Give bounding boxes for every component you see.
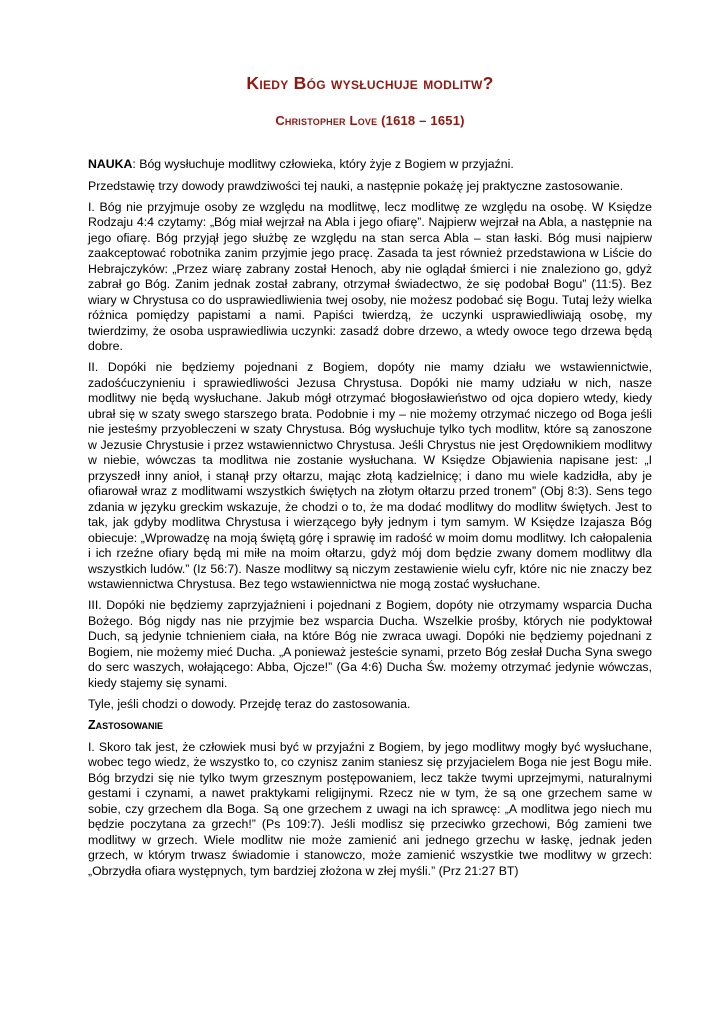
point-3-paragraph: III. Dopóki nie będziemy zaprzyjaźnieni i pojednani z Bogiem, dopóty nie otrzymamy wsparcia Ducha Bożego. Bóg nigdy nas nie przyjmie bez wsparcia Ducha. Wszelkie prośby, których nie podyktował Duch, są jedynie tchnieniem ciała, na które Bóg nie zwraca uwagi. Dopóki nie będziemy pojednani z Bogiem, nie możemy mieć Ducha. „A ponieważ jesteście synami, przeto Bóg zesłał Ducha Syna swego do serc waszych, wołającego: Abba, Ojcze!” (Ga 4:6) Ducha Św. możemy otrzymać jedynie wówczas, kiedy stajemy się synami. <box>88 598 652 690</box>
point-1-paragraph: I. Bóg nie przyjmuje osoby ze względu na modlitwę, lecz modlitwę ze względu na osobę. W Księdze Rodzaju 4:4 czytamy: „Bóg miał wejrzał na Abla i jego ofiarę”. Najpierw wejrzał na Abla, a następnie na jego ofiarę. Bóg przyjął jego służbę ze względu na stan serca Abla – stan łaski. Bóg musi najpierw zaakceptować robotnika zanim przyjmie jego pracę. Zasada ta jest również przedstawiona w Liście do Hebrajczyków: „Przez wiarę zabrany został Henoch, aby nie oglądał śmierci i nie znaleziono go, gdyż zabrał go Bóg. Zanim jednak został zabrany, otrzymał świadectwo, że się podobał Bogu” (11:5). Bez wiary w Chrystusa co do usprawiedliwienia twej osoby, nie możesz podobać się Bogu. Tutaj leży wielka różnica pomiędzy papistami a nami. Papiści twierdzą, że uczynki usprawiedliwiają osobę, my twierdzimy, że osoba usprawiedliwia uczynki: zasadź dobre drzewo, a wtedy owoce tego drzewa będą dobre. <box>88 199 652 353</box>
transition-paragraph: Tyle, jeśli chodzi o dowody. Przejdę teraz do zastosowania. <box>88 696 411 711</box>
application-heading: Zastosowanie <box>88 718 163 732</box>
nauka-text: : Bóg wysłuchuje modlitwy człowieka, który żyje z Bogiem w przyjaźni. <box>132 157 514 171</box>
application-1-paragraph: I. Skoro tak jest, że człowiek musi być w przyjaźni z Bogiem, by jego modlitwy mogły być wysłuchane, wobec tego wiedz, że wszystko to, co czynisz zanim staniesz się przyjacielem Boga nie jest Bogu miłe. Bóg brzydzi się nie tylko twym grzesznym postępowaniem, lecz także twymi uprzejmymi, naturalnymi gestami i czynami, a nawet praktykami religijnymi. Rzecz nie w tym, że są one grzechem same w sobie, czy grzechem dla Boga. Są one grzechem z uwagi na ich sprawcę: „A modlitwa jego niech mu będzie poczytana za grzech!” (Ps 109:7). Jeśli modlisz się przeciwko grzechowi, Bóg zamieni twe modlitwy w grzech. Wiele modlitw nie może zamienić ani jednego grzechu w łaskę, jednak jeden grzech, w którym trwasz świadomie i stanowczo, może zamienić wszystkie twe modlitwy w grzech: „Obrzydła ofiara występnych, tym bardziej złożona w złej myśli.” (Prz 21:27 BT) <box>88 739 652 878</box>
document-title: Kiedy Bóg wysłuchuje modlitw? <box>246 73 494 93</box>
nauka-label: NAUKA <box>88 157 133 171</box>
nauka-paragraph <box>88 157 652 173</box>
document-author: Christopher Love (1618 – 1651) <box>275 113 465 128</box>
point-2-paragraph: II. Dopóki nie będziemy pojednani z Bogiem, dopóty nie mamy działu we wstawiennictwie, zadośćuczynieniu i sprawiedliwości Jezusa Chrystusa. Dopóki nie mamy udziału w nich, nasze modlitwy nie będą wysłuchane. Jakub mógł otrzymać błogosławieństwo od ojca dopiero wtedy, kiedy ubrał się w szaty swego starszego brata. Podobnie i my – nie możemy otrzymać niczego od Boga jeśli nie jesteśmy przyobleczeni w szaty Chrystusa. Bóg wysłuchuje tylko tych modlitw, które są zanoszone w Jezusie Chrystusie i przez wstawiennictwo Chrystusa. Jeśli Chrystus nie jest Orędownikiem modlitwy w niebie, wówczas ta modlitwa nie zostanie wysłuchana. W Księdze Objawienia napisane jest: „I przyszedł inny anioł, i stanął przy ołtarzu, mając złotą kadzielnicę; i dano mu wiele kadzidła, aby je ofiarował wraz z modlitwami wszystkich świętych na złotym ołtarzu przed tronem” (Obj 8:3). Sens tego zdania w języku greckim wskazuje, że chodzi o to, że ma dodać modlitwy do modlitw świętych. Jest to tak, jak gdyby modlitwa Chrystusa i wierzącego były jednym i tym samym. W Księdze Izajasza Bóg obiecuje: „Wprowadzę na moją świętą górę i sprawię im radość w moim domu modlitwy. Ich całopalenia i ich rzeźne ofiary będą mi miłe na moim ołtarzu, gdyż mój dom będzie zwany domem modlitwy dla wszystkich ludów.” (Iz 56:7). Nasze modlitwy są niczym zestawienie wielu cyfr, które nic nie znaczy bez wstawiennictwa Chrystusa. Bez tego wstawiennictwa nie mogą zostać wysłuchane. <box>88 360 652 591</box>
intro-paragraph: Przedstawię trzy dowody prawdziwości tej nauki, a następnie pokażę jej praktyczne zastosowanie. <box>88 178 624 193</box>
document-body <box>88 157 652 879</box>
